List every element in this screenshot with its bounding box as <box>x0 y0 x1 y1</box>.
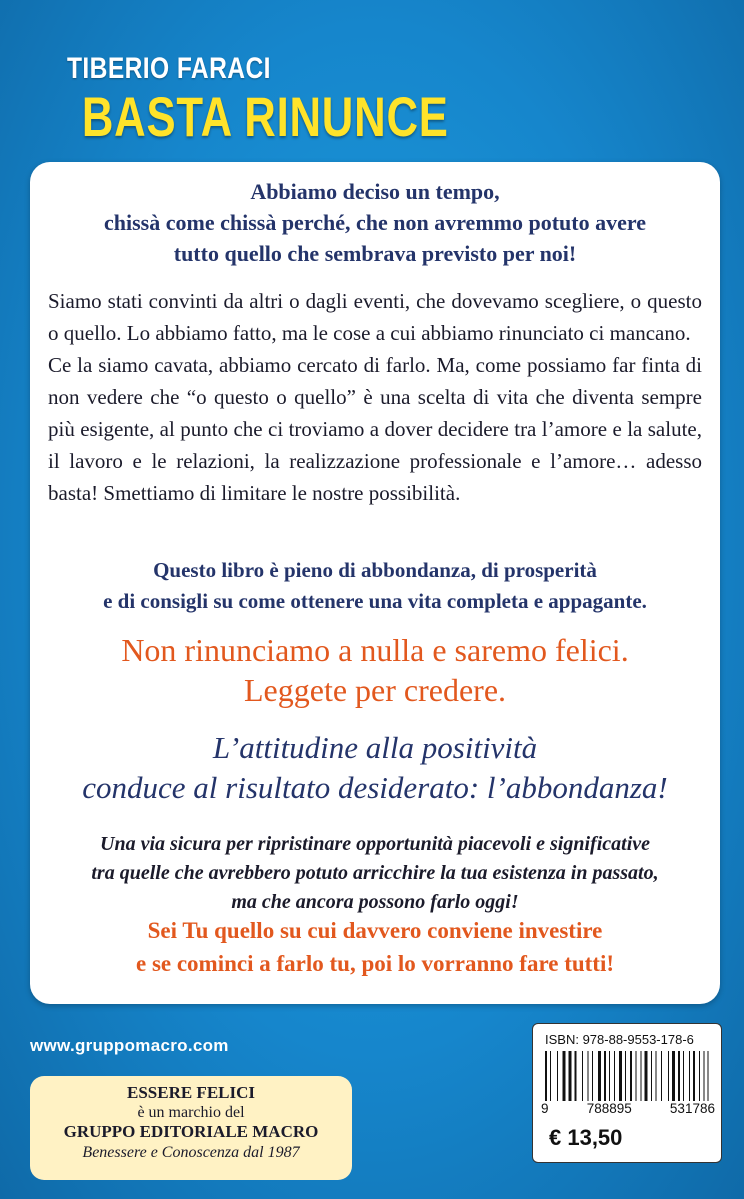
barcode-bar <box>563 1051 566 1101</box>
barcode-bar <box>630 1051 632 1101</box>
barcode-bar <box>592 1051 593 1101</box>
author-name: TIBERIO FARACI <box>66 52 271 85</box>
imprint-motto: Benessere e Conoscenza dal 1987 <box>82 1144 300 1161</box>
promise-line: Una via sicura per ripristinare opportunità piacevoli e significative <box>100 833 650 855</box>
quote-line: conduce al risultato desiderato: l’abbondanza! <box>82 770 668 805</box>
price-label: € 13,50 <box>549 1125 623 1150</box>
quote-text <box>30 728 720 808</box>
imprint-tagline: è un marchio del <box>137 1104 245 1121</box>
barcode-bar <box>693 1051 695 1101</box>
barcode-bar <box>569 1051 572 1101</box>
barcode-bar <box>575 1051 577 1101</box>
barcode-bar <box>582 1051 583 1101</box>
callout-line: Non rinunciamo a nulla e saremo felici. <box>121 632 629 668</box>
barcode-digits <box>541 1101 715 1116</box>
imprint-brand: ESSERE FELICI <box>126 1083 256 1102</box>
highlight-line: Questo libro è pieno di abbondanza, di prosperità <box>153 558 597 582</box>
barcode-bar <box>609 1051 610 1101</box>
barcode-bar <box>598 1051 601 1101</box>
barcode-bar <box>683 1051 684 1101</box>
lead-line: tutto quello che sembrava previsto per noi! <box>173 241 577 266</box>
promise-line: tra quelle che avrebbero potuto arricchire la tua esistenza in passato, <box>91 862 659 884</box>
barcode-bar <box>641 1051 642 1101</box>
body-text <box>48 285 702 509</box>
barcode-bar <box>672 1051 675 1101</box>
barcode-bar <box>545 1051 547 1101</box>
barcode-bars <box>545 1051 711 1101</box>
barcode-bar <box>604 1051 606 1101</box>
barcode-bar <box>614 1051 615 1101</box>
barcode-bar <box>557 1051 558 1101</box>
barcode-bar <box>645 1051 648 1101</box>
closing-line: Sei Tu quello su cui davvero conviene investire <box>147 918 603 943</box>
barcode-digit-group: 788895 <box>586 1101 632 1116</box>
barcode-bar <box>651 1051 652 1101</box>
highlight-line: e di consigli su come ottenere una vita completa e appagante. <box>103 589 647 613</box>
callout-text <box>30 630 720 710</box>
body-paragraph: Siamo stati convinti da altri o dagli eventi, che dovevamo scegliere, o questo o quello. Lo abbiamo fatto, ma le cose a cui abbiamo rinunciato ci mancano. <box>48 289 702 345</box>
callout-line: Leggete per credere. <box>243 672 507 708</box>
barcode-bar <box>656 1051 657 1101</box>
barcode-bar <box>661 1051 662 1101</box>
barcode-bar <box>708 1051 709 1101</box>
barcode-bar <box>668 1051 669 1101</box>
barcode-bar <box>550 1051 551 1101</box>
barcode-bar <box>636 1051 637 1101</box>
publisher-website: www.gruppomacro.com <box>30 1036 229 1055</box>
quote-line: L’attitudine alla positività <box>212 730 538 765</box>
body-paragraph: Ce la siamo cavata, abbiamo cercato di farlo. Ma, come possiamo far finta di non vedere che “o questo o quello” è una scelta di vita che diventa sempre più esigente, al punto che ci troviamo a dover decidere tra l’amore e la salute, il lavoro e le relazioni, la realizzazione professionale e l’amore… adesso basta! Smettiamo di limitare le nostre possibilità. <box>48 353 702 505</box>
barcode-bar <box>678 1051 680 1101</box>
highlight-text <box>30 555 720 617</box>
barcode-bar <box>704 1051 705 1101</box>
lead-line: chissà come chissà perché, che non avremmo potuto avere <box>104 210 646 235</box>
book-title: BASTA RINUNCE <box>81 85 449 148</box>
barcode-box <box>532 1023 722 1163</box>
barcode-bar <box>619 1051 622 1101</box>
lead-line: Abbiamo deciso un tempo, <box>250 179 500 204</box>
barcode-bar <box>689 1051 690 1101</box>
isbn-label: ISBN: 978-88-9553-178-6 <box>545 1032 694 1047</box>
imprint-box <box>30 1076 352 1180</box>
barcode-bar <box>625 1051 626 1101</box>
closing-text <box>30 914 720 980</box>
barcode-bar <box>588 1051 589 1101</box>
lead-text <box>30 176 720 269</box>
imprint-publisher: GRUPPO EDITORIALE MACRO <box>63 1122 319 1141</box>
promise-text <box>30 830 720 917</box>
blurb-panel <box>30 162 720 1004</box>
barcode-digit-group: 9 <box>541 1101 549 1116</box>
barcode-digit-group: 531786 <box>669 1101 715 1116</box>
promise-line: ma che ancora possono farlo oggi! <box>231 891 519 913</box>
barcode-bar <box>699 1051 700 1101</box>
closing-line: e se cominci a farlo tu, poi lo vorranno fare tutti! <box>135 951 615 976</box>
